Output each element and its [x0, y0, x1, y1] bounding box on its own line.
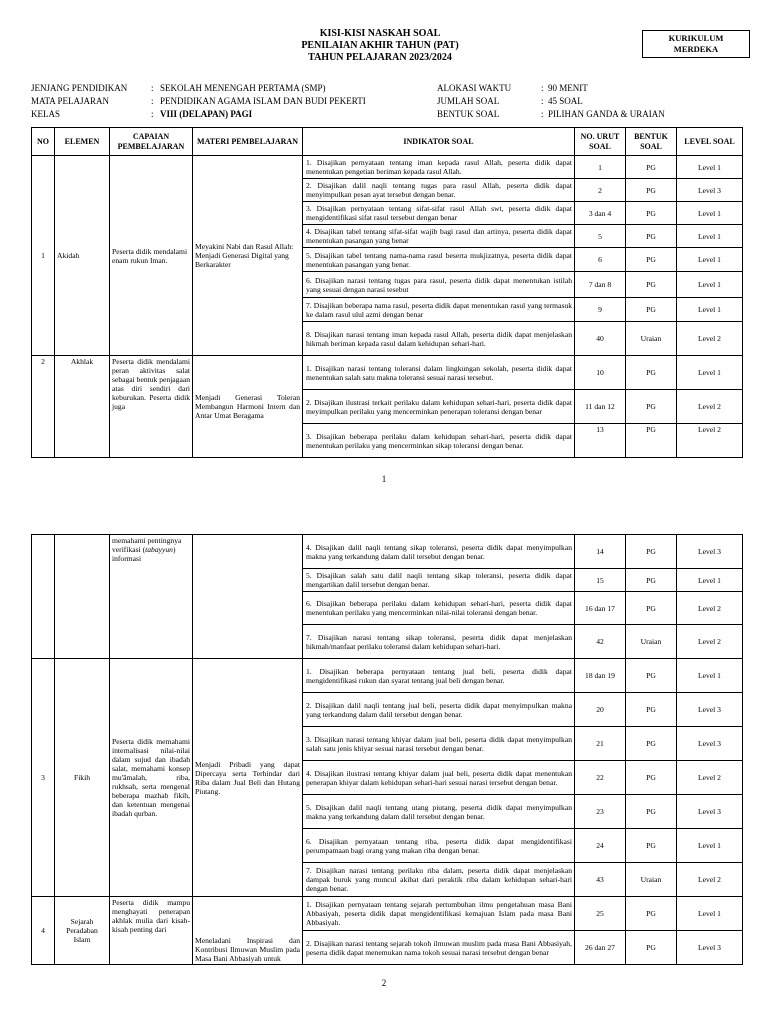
curriculum-badge: KURIKULUM MERDEKA	[642, 30, 750, 58]
urut-cell: 18 dan 19	[575, 659, 626, 693]
row-materi: Meyakini Nabi dan Rasul Allah: Menjadi Generasi Digital yang Berkarakter	[193, 156, 303, 356]
urut-cell: 5	[575, 225, 626, 248]
bentuk-cell: Uraian	[626, 322, 677, 356]
table-row	[32, 535, 743, 569]
urut-cell: 40	[575, 322, 626, 356]
urut-cell: 23	[575, 795, 626, 829]
indicator-cell: 6. Disajikan narasi tentang tugas para rasul, peserta didik dapat menentukan istilah yang sesuai dengan narasi tesebut	[303, 272, 575, 298]
urut-cell: 25	[575, 897, 626, 931]
info-key: MATA PELAJARAN	[31, 96, 110, 106]
info-key: ALOKASI WAKTU	[437, 83, 512, 93]
row-materi: Meneladani Inspirasi dan Kontribusi Ilmuwan Muslim pada Masa Bani Abbasiyah untuk	[193, 897, 303, 965]
bentuk-cell: PG	[626, 424, 677, 458]
page-gap	[0, 488, 768, 530]
indicator-cell: 2. Disajikan narasi tentang sejarah tokoh ilmuwan muslim pada masa Bani Abbasiyah, peserta didik dapat menemukan nama tokoh sesuai narasi tersebut dengan benar	[303, 931, 575, 965]
level-cell: Level 1	[677, 897, 743, 931]
bentuk-cell: PG	[626, 693, 677, 727]
level-cell: Level 2	[677, 625, 743, 659]
urut-cell: 24	[575, 829, 626, 863]
document-title: KISI-KISI NASKAH SOAL PENILAIAN AKHIR TAHUN (PAT) TAHUN PELAJARAN 2023/2024	[301, 28, 459, 63]
level-cell: Level 2	[677, 390, 743, 424]
level-cell: Level 2	[677, 592, 743, 625]
info-value: SEKOLAH MENENGAH PERTAMA (SMP)	[160, 83, 326, 93]
header-elemen: ELEMEN	[55, 128, 110, 156]
indicator-cell: 5. Disajikan tabel tentang nama-nama rasul beserta mukjizatnya, peserta didik dapat menentukan pasangan yang benar.	[303, 248, 575, 272]
info-left: JENJANG PENDIDIKAN : SEKOLAH MENENGAH PERTAMA (SMP) MATA PELAJARAN : PENDIDIKAN AGAMA ISLAM DAN BUDI PEKERTI KELAS : VIII (DELAPAN) PAGI	[31, 83, 366, 119]
info-value: PILIHAN GANDA & URAIAN	[548, 109, 665, 119]
bentuk-cell: PG	[626, 761, 677, 795]
bentuk-cell: PG	[626, 356, 677, 390]
indicator-cell: 7. Disajikan narasi tentang sikap toleransi, peserta didik dapat menjelaskan hikmah/manfaat perilaku toleransi dalam kehidupan sehari-hari.	[303, 625, 575, 659]
urut-cell: 20	[575, 693, 626, 727]
info-value: 45 SOAL	[548, 96, 583, 106]
row-no: 4	[32, 897, 55, 965]
urut-cell: 14	[575, 535, 626, 569]
document-page-2	[0, 530, 768, 1024]
level-cell: Level 1	[677, 248, 743, 272]
header-materi: MATERI PEMBELAJARAN	[193, 128, 303, 156]
info-right: ALOKASI WAKTU : 90 MENIT JUMLAH SOAL : 45 SOAL BENTUK SOAL : PILIHAN GANDA & URAIAN	[437, 83, 665, 119]
indicator-cell: 3. Disajikan pernyataan tentang sifat-sifat rasul Allah swt, peserta didik dapat mengidentifikasi sifat rasul tersebut dengan benar	[303, 202, 575, 225]
grid-table-page-1	[31, 127, 743, 458]
indicator-cell: 5. Disajikan salah satu dalil naqli tentang sikap toleransi, peserta didik dapat mengartikan dalil tersebut dengan benar.	[303, 569, 575, 592]
bentuk-cell: PG	[626, 225, 677, 248]
row-capaian: memahami pentingnya verifikasi (tabayyun) informasi	[110, 535, 193, 659]
page-number: 1	[381, 474, 387, 484]
urut-cell: 15	[575, 569, 626, 592]
urut-cell: 13	[575, 424, 626, 458]
level-cell: Level 2	[677, 761, 743, 795]
bentuk-cell: PG	[626, 298, 677, 322]
info-key: JUMLAH SOAL	[437, 96, 500, 106]
info-value: 90 MENIT	[548, 83, 588, 93]
indicator-cell: 1. Disajikan pernyataan tentang sejarah pertumbuhan ilmu pengetahuan masa Bani Abbasiyah, peserta didik dapat mengidentifikasi kemajuan Islam pada masa Bani Abbasiyah.	[303, 897, 575, 931]
bentuk-cell: PG	[626, 931, 677, 965]
table-header-row	[32, 128, 743, 156]
header-bentuk: BENTUK SOAL	[626, 128, 677, 156]
bentuk-cell: PG	[626, 248, 677, 272]
bentuk-cell: PG	[626, 569, 677, 592]
urut-cell: 42	[575, 625, 626, 659]
row-materi: Menjadi Generasi Toleran Membangun Harmoni Intern dan Antar Umat Beragama	[193, 356, 303, 458]
info-key: JENJANG PENDIDIKAN	[31, 83, 128, 93]
row-no: 2	[32, 356, 55, 458]
urut-cell: 11 dan 12	[575, 390, 626, 424]
header-level: LEVEL SOAL	[677, 128, 743, 156]
urut-cell: 9	[575, 298, 626, 322]
urut-cell: 6	[575, 248, 626, 272]
row-capaian: Peserta didik mendalami peran aktivitas salat sebagai bentuk penjagaan atas diri sendiri dari keburukan. Peserta didik juga	[110, 356, 193, 458]
urut-cell: 10	[575, 356, 626, 390]
row-capaian: Peserta didik mendalami enam rukun Iman.	[110, 156, 193, 356]
document-page-1	[0, 0, 768, 488]
header-no: NO	[32, 128, 55, 156]
level-cell: Level 1	[677, 356, 743, 390]
level-cell: Level 2	[677, 322, 743, 356]
row-capaian: Peserta didik mampu menghayati penerapan akhlak mulia dari kisah-kisah penting dari	[110, 897, 193, 965]
indicator-cell: 3. Disajikan beberapa perilaku dalam kehidupan sehari-hari, peserta didik dapat menentukan perilaku yang mencerminkan sikap toleransi dengan benar.	[303, 424, 575, 458]
indicator-cell: 1. Disajikan beberapa pernyataan tentang jual beli, peserta didik dapat mengidentifikasi rukun dan syarat tentang jual beli dengan benar.	[303, 659, 575, 693]
table-row	[32, 156, 743, 179]
level-cell: Level 1	[677, 298, 743, 322]
urut-cell: 16 dan 17	[575, 592, 626, 625]
bentuk-cell: Uraian	[626, 863, 677, 897]
indicator-cell: 2. Disajikan dalil naqli tentang jual beli, peserta didik dapat menyimpulkan makna yang terkandung dalam dalil tersebut dengan benar.	[303, 693, 575, 727]
indicator-cell: 8. Disajikan narasi tentang iman kepada rasul Allah, peserta didik dapat menjelaskan hikmah beriman kepada rasul dalam kehidupan sehari-hari.	[303, 322, 575, 356]
bentuk-cell: PG	[626, 795, 677, 829]
row-capaian: Peserta didik memahami internalisasi nilai-nilai dalam sujud dan ibadah salat, memahami konsep mu'āmalah, riba, rukhsah, serta mengenal beberapa mazhab fikih, dan ketentuan mengenai ibadah qurban.	[110, 659, 193, 897]
row-no: 1	[32, 156, 55, 356]
indicator-cell: 2. Disajikan dalil naqli tentang tugas para rasul Allah, peserta didik dapat menyimpulkan pesan ayat tersebut dengan benar.	[303, 179, 575, 202]
header-indikator: INDIKATOR SOAL	[303, 128, 575, 156]
urut-cell: 21	[575, 727, 626, 761]
row-elemen: Fikih	[55, 659, 110, 897]
level-cell: Level 1	[677, 225, 743, 248]
level-cell: Level 3	[677, 693, 743, 727]
indicator-cell: 7. Disajikan narasi tentang perilaku riba dalam, peserta didik dapat menjelaskan dampak buruk yang muncul akibat dari peraktik riba dalam kehidupan sehari-hari dengan benar.	[303, 863, 575, 897]
level-cell: Level 3	[677, 795, 743, 829]
row-materi: Menjadi Pribadi yang dapat Dipercaya serta Terhindar dari Riba dalam Jual Beli dan Hutang Piutang.	[193, 659, 303, 897]
urut-cell: 43	[575, 863, 626, 897]
level-cell: Level 1	[677, 272, 743, 298]
level-cell: Level 3	[677, 535, 743, 569]
info-key: KELAS	[31, 109, 60, 119]
level-cell: Level 1	[677, 659, 743, 693]
grid-table-page-2	[31, 534, 743, 965]
level-cell: Level 3	[677, 179, 743, 202]
row-elemen: Sejarah Peradaban Islam	[55, 897, 110, 965]
bentuk-cell: PG	[626, 535, 677, 569]
level-cell: Level 3	[677, 727, 743, 761]
indicator-cell: 6. Disajikan beberapa perilaku dalam kehidupan sehari-hari, peserta didik dapat menentukan perilaku yang mencerminkan nilai-nilai toleransi dengan benar.	[303, 592, 575, 625]
row-no: 3	[32, 659, 55, 897]
bentuk-cell: PG	[626, 592, 677, 625]
level-cell: Level 1	[677, 202, 743, 225]
table-row	[32, 356, 743, 390]
header-capaian: CAPAIAN PEMBELAJARAN	[110, 128, 193, 156]
bentuk-cell: PG	[626, 897, 677, 931]
indicator-cell: 1. Disajikan pernyataan tentang iman kepada rasul Allah, peserta didik dapat menentukan pengetian beriman kepada rasul Allah.	[303, 156, 575, 179]
indicator-cell: 7. Disajikan beberapa nama rasul, peserta didik dapat menentukan rasul yang termasuk ke dalam rasul ulul azmi dengan benar	[303, 298, 575, 322]
urut-cell: 22	[575, 761, 626, 795]
info-key: BENTUK SOAL	[437, 109, 500, 119]
row-elemen: Akidah	[55, 156, 110, 356]
bentuk-cell: PG	[626, 202, 677, 225]
bentuk-cell: PG	[626, 390, 677, 424]
level-cell: Level 3	[677, 931, 743, 965]
urut-cell: 26 dan 27	[575, 931, 626, 965]
urut-cell: 2	[575, 179, 626, 202]
bentuk-cell: Uraian	[626, 625, 677, 659]
bentuk-cell: PG	[626, 659, 677, 693]
table-row	[32, 897, 743, 931]
indicator-cell: 4. Disajikan dalil naqli tentang sikap toleransi, peserta didik dapat menyimpulkan makna yang terkandung dalam dalil tersebut dengan benar.	[303, 535, 575, 569]
urut-cell: 7 dan 8	[575, 272, 626, 298]
level-cell: Level 1	[677, 569, 743, 592]
header-no-urut: NO. URUT SOAL	[575, 128, 626, 156]
page-number: 2	[381, 978, 387, 988]
level-cell: Level 1	[677, 829, 743, 863]
level-cell: Level 2	[677, 863, 743, 897]
bentuk-cell: PG	[626, 156, 677, 179]
level-cell: Level 1	[677, 156, 743, 179]
urut-cell: 3 dan 4	[575, 202, 626, 225]
level-cell: Level 2	[677, 424, 743, 458]
indicator-cell: 4. Disajikan ilustrasi tentang khiyar dalam jual beli, peserta didik dapat menentukan penerapan khiyar dalam kehidupan sehari-hari sesuai narasi tersebut dengan benar.	[303, 761, 575, 795]
table-row	[32, 659, 743, 693]
urut-cell: 1	[575, 156, 626, 179]
info-value: VIII (DELAPAN) PAGI	[160, 109, 253, 119]
indicator-cell: 1. Disajikan narasi tentang toleransi dalam lingkungan sekolah, peserta didik dapat menentukan salah satu makna toleransi sesuai narasi tersebut.	[303, 356, 575, 390]
row-elemen: Akhlak	[55, 356, 110, 458]
indicator-cell: 3. Disajikan narasi tentang khiyar dalam jual beli, peserta didik dapat menyimpulkan salah satu jenis khiyar sesuai narasi tersebut dengan benar.	[303, 727, 575, 761]
indicator-cell: 6. Disajikan pernyataan tentang riba, peserta didik dapat mengidentifikasi perumpamaan bagi orang yang makan riba dengan benar.	[303, 829, 575, 863]
indicator-cell: 4. Disajikan tabel tentang sifat-sifat wajib bagi rasul dan artinya, peserta didik dapat menentukan pasangan yang benar	[303, 225, 575, 248]
bentuk-cell: PG	[626, 272, 677, 298]
bentuk-cell: PG	[626, 179, 677, 202]
indicator-cell: 2. Disajikan ilustrasi terkait perilaku dalam kehidupan sehari-hari, peserta didik dapat meyimpulkan perilaku yang mencerminkan penerapan toleransi dengan benar	[303, 390, 575, 424]
bentuk-cell: PG	[626, 727, 677, 761]
indicator-cell: 5. Disajikan dalil naqli tentang utang piutang, peserta didik dapat menyimpulkan makna yang terkandung dalam dalil tersebut dengan benar.	[303, 795, 575, 829]
info-value: PENDIDIKAN AGAMA ISLAM DAN BUDI PEKERTI	[160, 96, 366, 106]
bentuk-cell: PG	[626, 829, 677, 863]
